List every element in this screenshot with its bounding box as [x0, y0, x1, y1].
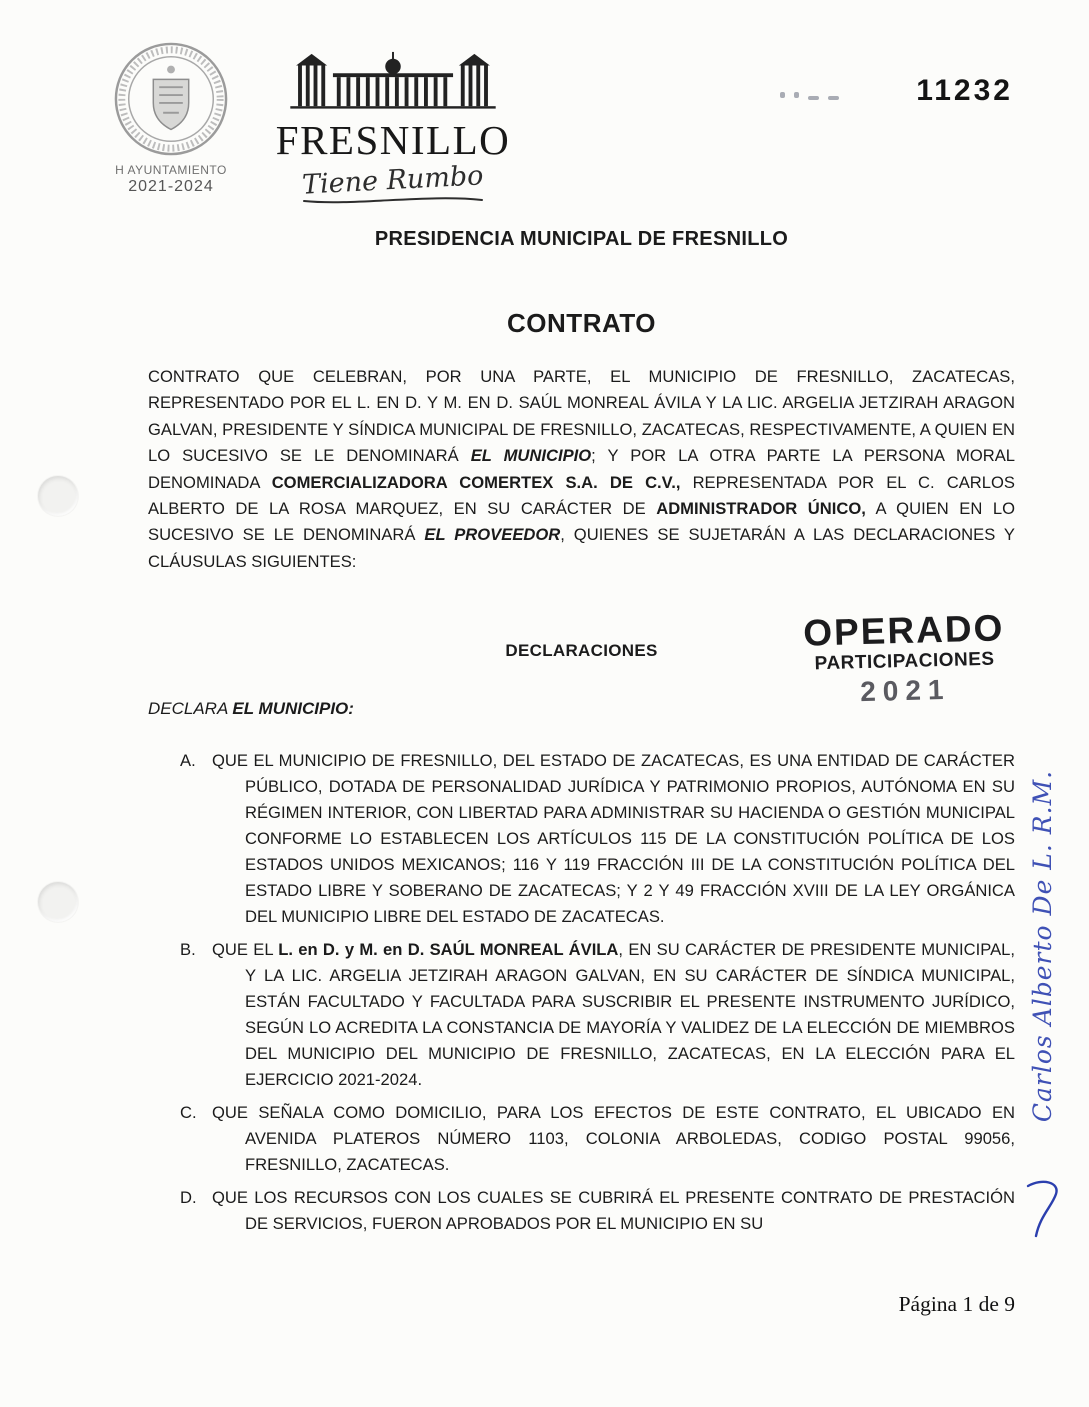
fresnillo-logo	[268, 50, 518, 206]
item-letter: B.	[180, 940, 196, 959]
hole-punch-bottom	[38, 882, 78, 922]
declaration-item-d	[148, 1185, 1015, 1237]
item-letter: C.	[180, 1103, 197, 1122]
declaration-item-a	[148, 748, 1015, 930]
item-text: QUE EL L. en D. y M. en D. SAÚL MONREAL ÁVILA, EN SU CARÁCTER DE PRESIDENTE MUNICIPAL, Y LA LIC. ARGELIA JETZIRAH ARAGON GALVAN, EN SU CARÁCTER DE SÍNDICA MUNICIPAL, ESTÁN FACULTADO Y FACULTADA PARA SUSCRIBIR EL PRESENTE INSTRUMENTO JURÍDICO, SEGÚN LO ACREDITA LA CONSTANCIA DE MAYORÍA Y VALIDEZ DE LA ELECCIÓN DE MIEMBROS DEL MUNICIPIO DEL MUNICIPIO DE FRESNILLO, ZACATECAS, EN LA ELECCIÓN PARA EL EJERCICIO 2021-2024.	[212, 940, 1015, 1089]
item-letter: A.	[180, 751, 196, 770]
operado-stamp	[803, 609, 1006, 709]
declara-label: DECLARA EL MUNICIPIO:	[148, 699, 354, 718]
stamp-line3: 2021	[859, 673, 951, 707]
declaration-item-c	[148, 1100, 1015, 1178]
logo-tagline: Tiene Rumbo	[301, 160, 485, 201]
seal-caption-line1: H AYUNTAMIENTO	[115, 163, 227, 177]
page-number: Página 1 de 9	[898, 1292, 1015, 1316]
coat-of-arms-icon	[96, 40, 246, 158]
stamp-line1: OPERADO	[802, 607, 1005, 654]
hole-punch-top	[38, 476, 78, 516]
logo-wordmark: FRESNILLO	[275, 117, 511, 163]
stamp-line2: PARTICIPACIONES	[814, 648, 995, 675]
skyline-icon	[281, 99, 505, 116]
municipal-seal	[96, 40, 246, 196]
declaration-item-b	[148, 937, 1015, 1093]
item-text: QUE LOS RECURSOS CON LOS CUALES SE CUBRIRÁ EL PRESENTE CONTRATO DE PRESTACIÓN DE SERVICIOS, FUERON APROBADOS POR EL MUNICIPIO EN SU	[212, 1188, 1015, 1233]
contract-heading: CONTRATO	[507, 308, 656, 338]
pen-flourish-icon	[1022, 1176, 1068, 1242]
seal-caption-line2: 2021-2024	[128, 178, 214, 195]
folio-number: 11232	[916, 74, 1013, 107]
page-title: PRESIDENCIA MUNICIPAL DE FRESNILLO	[374, 228, 789, 250]
intro-paragraph: CONTRATO QUE CELEBRAN, POR UNA PARTE, EL MUNICIPIO DE FRESNILLO, ZACATECAS, REPRESENTADO POR EL L. EN D. Y M. EN D. SAÚL MONREAL ÁVILA Y LA LIC. ARGELIA JETZIRAH ARAGON GALVAN, PRESIDENTE Y SÍNDICA MUNICIPAL DE FRESNILLO, ZACATECAS, RESPECTIVAMENTE, A QUIEN EN LO SUCESIVO SE LE DENOMINARÁ EL MUNICIPIO; Y POR LA OTRA PARTE LA PERSONA MORAL DENOMINADA COMERCIALIZADORA COMERTEX S.A. DE C.V., REPRESENTADA POR EL C. CARLOS ALBERTO DE LA ROSA MARQUEZ, EN SU CARÁCTER DE ADMINISTRADOR ÚNICO, A QUIEN EN LO SUCESIVO SE LE DENOMINARÁ EL PROVEEDOR, QUIENES SE SUJETARÁN A LAS DECLARACIONES Y CLÁUSULAS SIGUIENTES:	[148, 367, 1016, 571]
declarations-heading: DECLARACIONES	[505, 641, 658, 660]
item-text: QUE EL MUNICIPIO DE FRESNILLO, DEL ESTADO DE ZACATECAS, ES UNA ENTIDAD DE CARÁCTER PÚBLICO, DOTADA DE PERSONALIDAD JURÍDICA Y PATRIMONIO PROPIOS, AUTÓNOMA EN SU RÉGIMEN INTERIOR, CON LIBERTAD PARA ADMINISTRAR SU HACIENDA O GESTIÓN MUNICIPAL CONFORME LO ESTABLECEN LOS ARTÍCULOS 115 DE LA CONSTITUCIÓN POLÍTICA DE LOS ESTADOS UNIDOS MEXICANOS; 116 Y 119 FRACCIÓN III DE LA CONSTITUCIÓN POLÍTICA DEL ESTADO LIBRE Y SOBERANO DE ZACATECAS; Y 2 Y 49 FRACCIÓN XVIII DE LA LEY ORGÁNICA DEL MUNICIPIO LIBRE DEL ESTADO DE ZACATECAS.	[212, 751, 1015, 926]
declarations-list	[148, 748, 1015, 1244]
item-letter: D.	[180, 1188, 197, 1207]
signature-handwriting: Carlos Alberto De L. R.M.	[1028, 769, 1057, 1123]
item-text: QUE SEÑALA COMO DOMICILIO, PARA LOS EFECTOS DE ESTE CONTRATO, EL UBICADO EN AVENIDA PLATEROS NÚMERO 1103, COLONIA ARBOLEDAS, CODIGO POSTAL 99056, FRESNILLO, ZACATECAS.	[212, 1103, 1015, 1174]
ink-marks	[780, 90, 839, 100]
